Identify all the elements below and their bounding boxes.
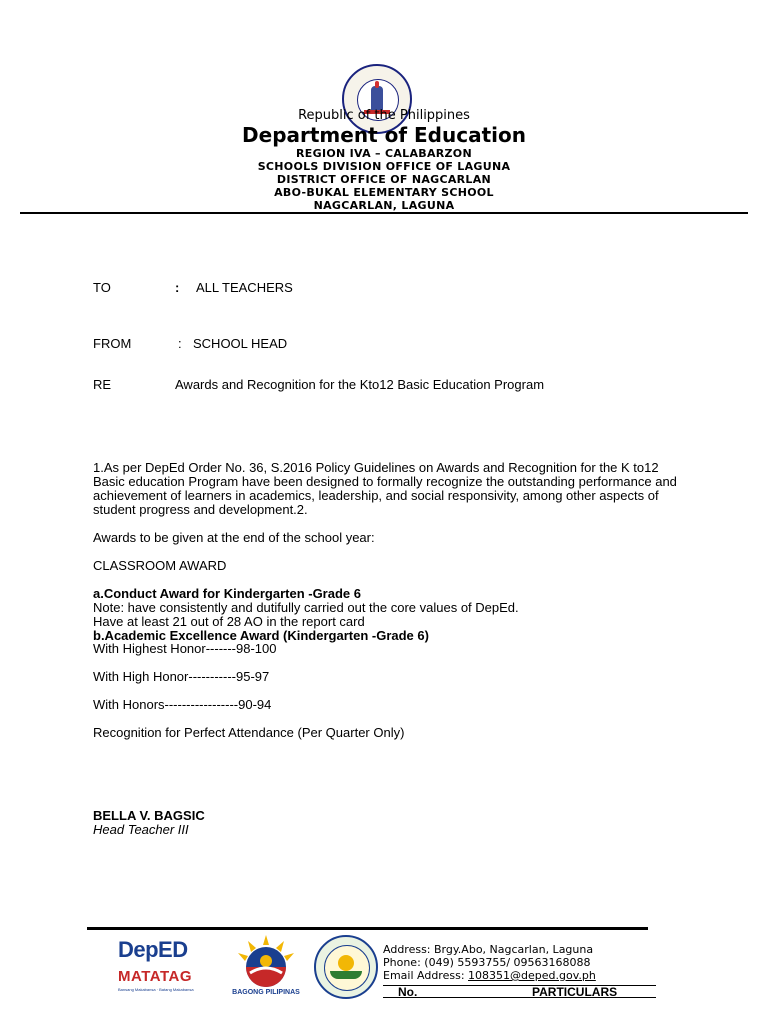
- to-value: ALL TEACHERS: [196, 280, 293, 295]
- school-line: ABO-BUKAL ELEMENTARY SCHOOL: [274, 186, 494, 199]
- table-header-no: No.: [398, 985, 418, 999]
- signatory-title: Head Teacher III: [93, 822, 189, 837]
- footer-divider: [87, 927, 648, 930]
- academic-award-heading: b.Academic Excellence Award (Kindergarten -Grade 6): [93, 628, 429, 643]
- bagong-pilipinas-caption: BAGONG PILIPINAS: [232, 989, 300, 996]
- high-honor-line: With High Honor-----------95-97: [93, 669, 270, 684]
- footer-address: Address: Brgy.Abo, Nagcarlan, Laguna: [383, 943, 594, 956]
- awards-intro: Awards to be given at the end of the school year:: [93, 530, 375, 545]
- email-link[interactable]: 108351@deped.gov.ph: [468, 969, 596, 982]
- header-divider: [20, 212, 748, 214]
- conduct-note: Note: have consistently and dutifully carried out the core values of DepEd.: [93, 600, 519, 615]
- seal-torch-icon: [375, 81, 379, 88]
- deped-wordmark: DepED: [118, 937, 188, 962]
- policy-paragraph: 1.As per DepEd Order No. 36, S.2016 Policy Guidelines on Awards and Recognition for the K to12 Basic education Program have been designed to formally recognize the outstanding performance and achievement of learners in academics, leadership, and social responsivity, among other aspects of student progress and development.2.: [93, 460, 677, 517]
- school-seal-sun-icon: [338, 955, 354, 971]
- from-label: FROM: [93, 336, 132, 351]
- school-seal-ground-icon: [330, 971, 362, 979]
- from-value: SCHOOL HEAD: [193, 336, 288, 351]
- attendance-line: Recognition for Perfect Attendance (Per Quarter Only): [93, 725, 405, 740]
- matatag-wordmark: MATATAG: [118, 968, 193, 985]
- from-colon: :: [178, 336, 182, 351]
- location-line: NAGCARLAN, LAGUNA: [313, 199, 455, 212]
- conduct-requirement: Have at least 21 out of 28 AO in the report card: [93, 614, 365, 629]
- conduct-award-heading: a.Conduct Award for Kindergarten -Grade 6: [93, 586, 361, 601]
- to-colon: :: [175, 280, 180, 295]
- school-seal: [314, 935, 378, 999]
- bagong-pilipinas-logo: [228, 933, 304, 997]
- email-label: Email Address:: [383, 969, 469, 982]
- department-title: Department of Education: [242, 123, 526, 147]
- to-label: TO: [93, 280, 111, 295]
- region-line: REGION IVA – CALABARZON: [296, 147, 472, 160]
- table-header-particulars: PARTICULARS: [532, 985, 618, 999]
- deped-matatag-logo: [118, 937, 206, 997]
- signatory-name: BELLA V. BAGSIC: [93, 808, 205, 823]
- division-line: SCHOOLS DIVISION OFFICE OF LAGUNA: [257, 160, 511, 173]
- re-label: RE: [93, 377, 112, 392]
- highest-honor-line: With Highest Honor-------98-100: [93, 641, 277, 656]
- footer-phone: Phone: (049) 5593755/ 09563168088: [383, 956, 591, 969]
- district-line: DISTRICT OFFICE OF NAGCARLAN: [276, 173, 492, 186]
- classroom-award-heading: CLASSROOM AWARD: [93, 558, 227, 573]
- re-value: Awards and Recognition for the Kto12 Basic Education Program: [175, 377, 545, 392]
- deped-tagline: Bansang Makabansa · Batang Makabansa: [118, 987, 194, 992]
- bagong-pilipinas-emblem-icon: [228, 933, 304, 989]
- honors-line: With Honors-----------------90-94: [93, 697, 272, 712]
- republic-line: Republic of the Philippines: [298, 108, 470, 123]
- footer-email: [383, 969, 596, 982]
